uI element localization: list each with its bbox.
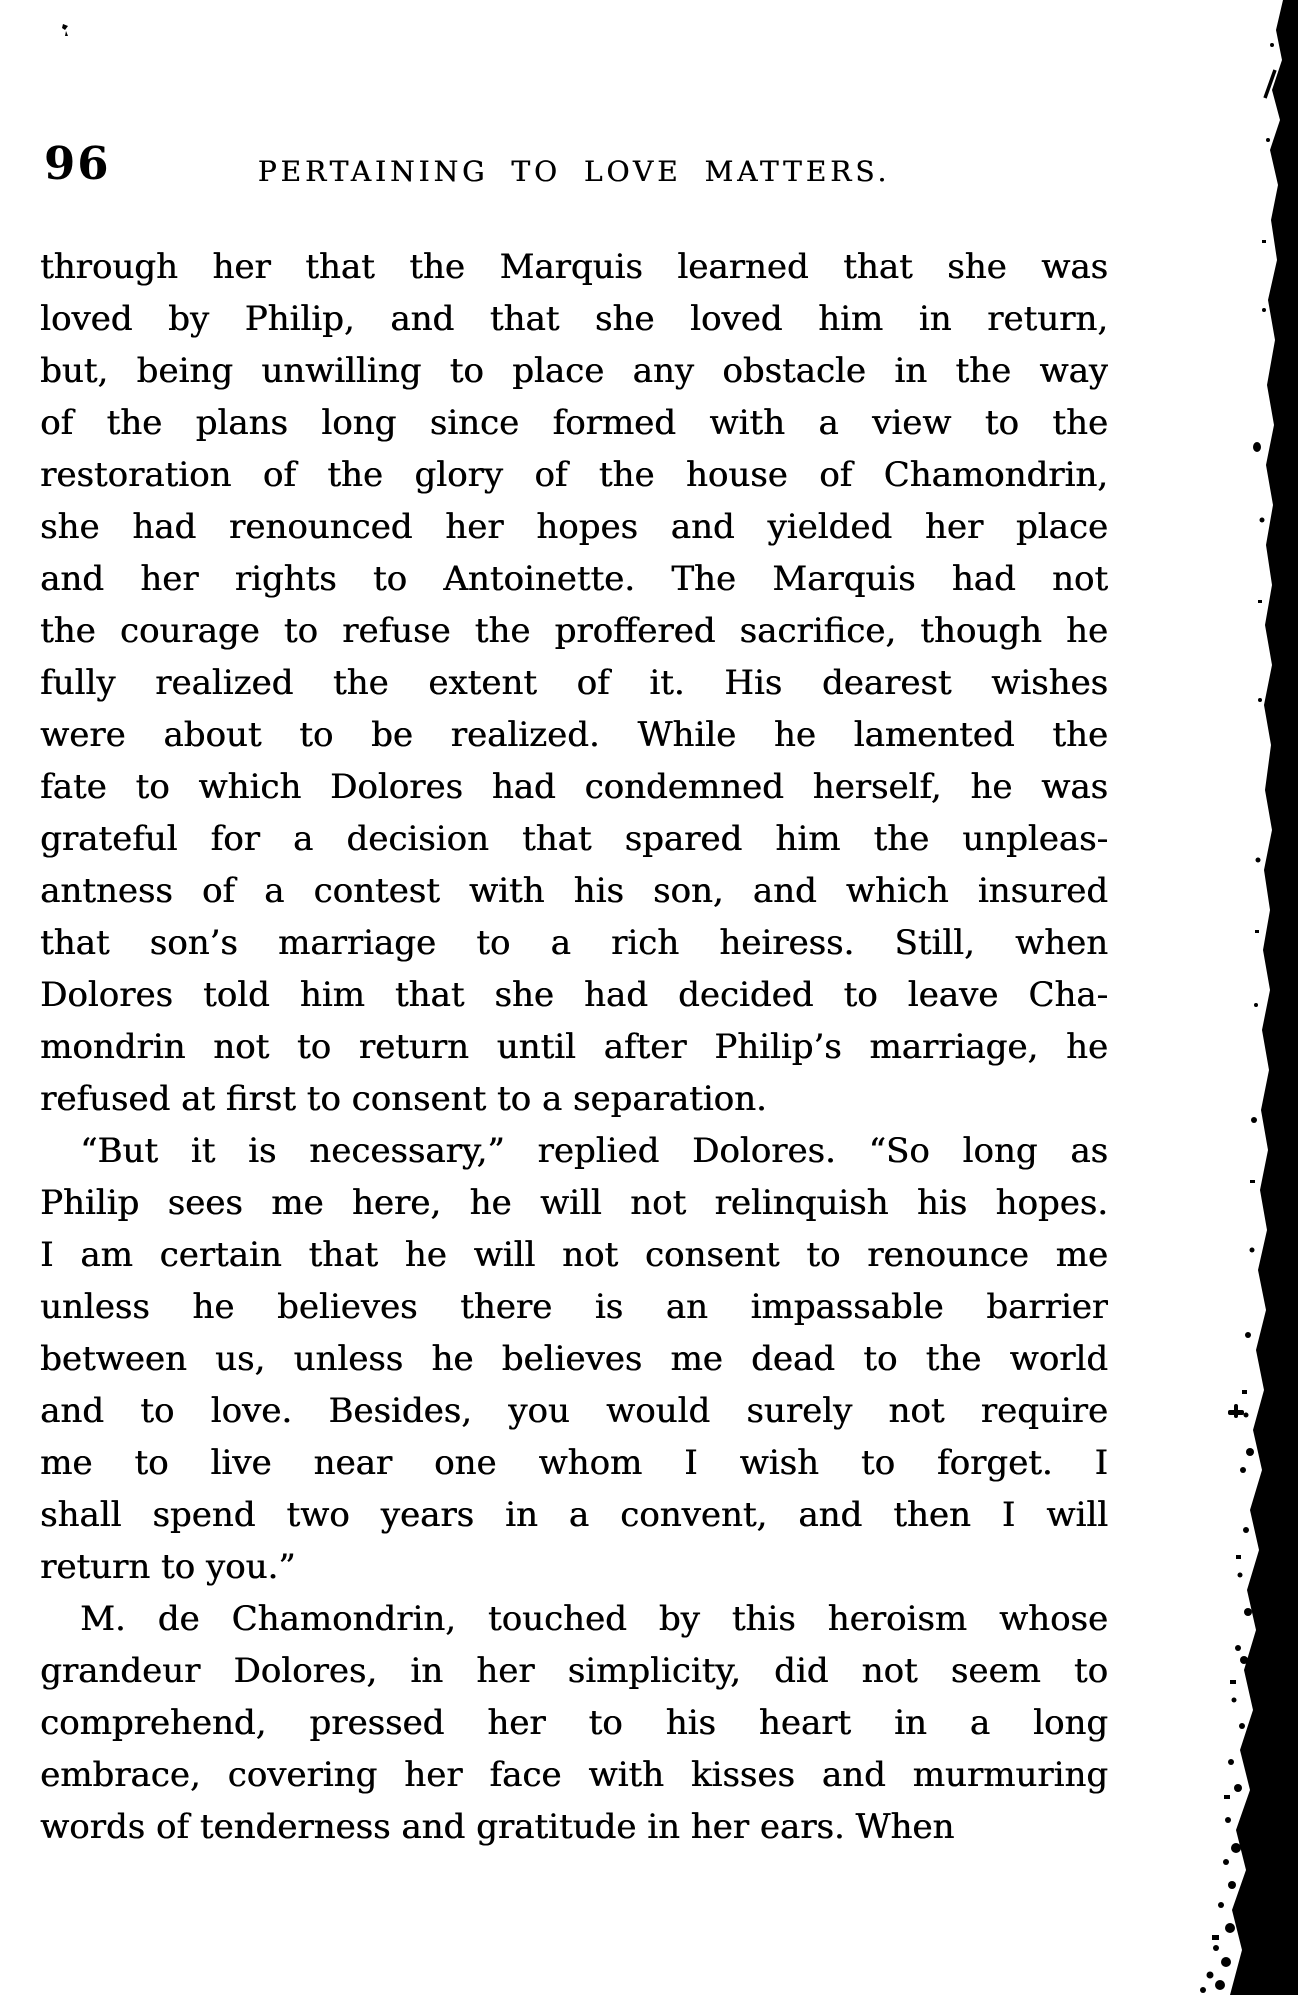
text-line: refused at first to consent to a separation. (40, 1079, 767, 1119)
text-line: fate to which Dolores had condemned herself, he was (40, 767, 1108, 807)
text-line: shall spend two years in a convent, and then I will (40, 1495, 1108, 1535)
comma-speck (1253, 442, 1261, 452)
dash-speck (1228, 1410, 1244, 1415)
text-line: and her rights to Antoinette. The Marquis had not (40, 559, 1108, 599)
dash-speck-tail (1234, 1404, 1238, 1418)
paragraph (40, 241, 1108, 1125)
text-line: M. de Chamondrin, touched by this heroism whose (80, 1599, 1108, 1639)
page-number: 96 (44, 137, 111, 190)
scan-border-band (1230, 0, 1298, 1995)
text-line: were about to be realized. While he lamented the (40, 715, 1108, 755)
text-line: return to you.” (40, 1547, 296, 1587)
text-line: antness of a contest with his son, and which insured (40, 871, 1108, 911)
slash-mark (1265, 70, 1275, 98)
text-line: me to live near one whom I wish to forget. I (40, 1443, 1108, 1483)
text-line: grateful for a decision that spared him the unpleas- (40, 819, 1108, 859)
text-line: I am certain that he will not consent to renounce me (40, 1235, 1108, 1275)
text-line: loved by Philip, and that she loved him in return, (40, 299, 1108, 339)
running-header: PERTAINING TO LOVE MATTERS. (257, 155, 891, 188)
text-line: of the plans long since formed with a view to the (40, 403, 1108, 443)
text-line: Philip sees me here, he will not relinquish his hopes. (40, 1183, 1108, 1223)
body-text (40, 241, 1108, 1853)
text-line: Dolores told him that she had decided to leave Cha- (40, 975, 1108, 1015)
text-line: but, being unwilling to place any obstacle in the way (40, 351, 1108, 391)
text-line: through her that the Marquis learned that she was (40, 247, 1108, 287)
paragraph (40, 1593, 1108, 1853)
text-line: the courage to refuse the proffered sacrifice, though he (40, 611, 1108, 651)
text-line: mondrin not to return until after Philip’s marriage, he (40, 1027, 1108, 1067)
text-line: that son’s marriage to a rich heiress. Still, when (40, 923, 1108, 963)
tiny-top-left-speck (62, 24, 68, 36)
text-line: fully realized the extent of it. His dearest wishes (40, 663, 1108, 703)
text-line: “But it is necessary,” replied Dolores. “So long as (80, 1131, 1108, 1171)
text-line: grandeur Dolores, in her simplicity, did not seem to (40, 1651, 1108, 1691)
text-line: she had renounced her hopes and yielded her place (40, 507, 1108, 547)
text-line: embrace, covering her face with kisses and murmuring (40, 1755, 1108, 1795)
text-line: words of tenderness and gratitude in her ears. When (40, 1807, 955, 1847)
text-line: comprehend, pressed her to his heart in a long (40, 1703, 1108, 1743)
text-line: unless he believes there is an impassable barrier (40, 1287, 1108, 1327)
page-header-row (40, 137, 1108, 198)
text-line: between us, unless he believes me dead to the world (40, 1339, 1108, 1379)
edge-speckles (1200, 43, 1274, 1993)
paragraph (40, 1125, 1108, 1593)
text-line: restoration of the glory of the house of Chamondrin, (40, 455, 1108, 495)
text-line: and to love. Besides, you would surely not require (40, 1391, 1108, 1431)
